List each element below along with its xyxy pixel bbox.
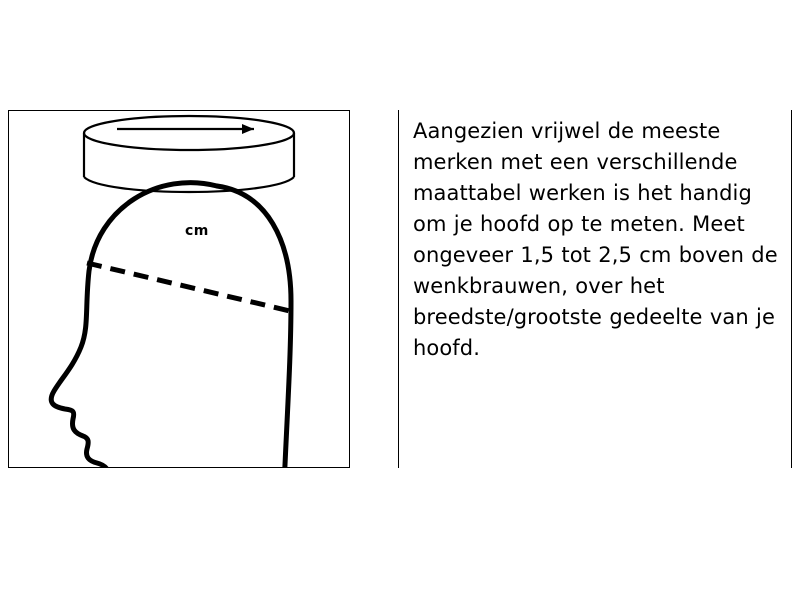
panel-spacer	[350, 110, 398, 468]
caption-text: Aangezien vrijwel de meeste merken met een verschillende maattabel werken is het handig om je hoofd op te meten. Meet ongeveer 1,5 tot 2,5 cm boven de wenkbrauwen, over het breedste/grootste gedeelte van je hoofd.	[413, 119, 778, 360]
caption-panel	[398, 110, 792, 468]
head-measurement-illustration	[9, 111, 349, 467]
diagram-panel	[8, 110, 350, 468]
cm-unit-label: cm	[185, 223, 209, 239]
content-panels	[8, 110, 792, 468]
